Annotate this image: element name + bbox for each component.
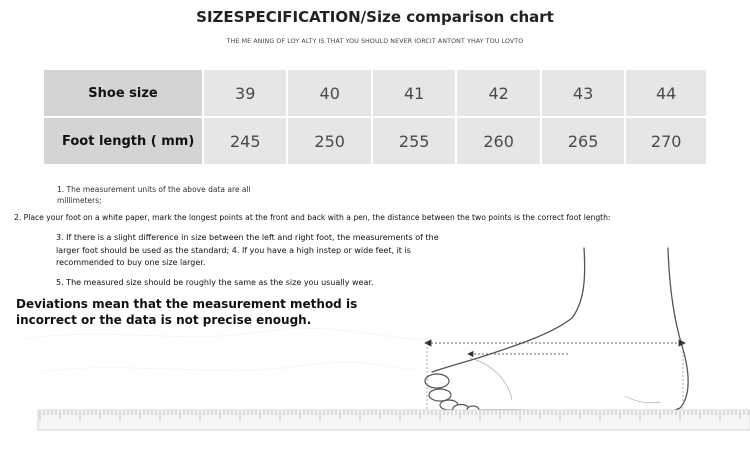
foot-length-row — [44, 118, 706, 164]
foot-length-cell: 255 — [373, 118, 457, 164]
shoe-size-cell: 40 — [288, 70, 372, 118]
foot-length-label: Foot length ( mm) — [44, 118, 204, 164]
foot-length-cell: 270 — [650, 131, 682, 151]
shoe-size-row — [44, 70, 706, 118]
guide-lines — [427, 343, 683, 412]
shoe-size-cell: 43 — [542, 70, 626, 118]
chart-title: SIZESPECIFICATION/Size comparison chart — [196, 8, 554, 26]
length-arrow — [425, 340, 685, 346]
shoe-size-cell: 39 — [204, 70, 288, 118]
note-usual-size: 5. The measured size should be roughly the same as the size you usually wear. — [56, 278, 374, 287]
foot-shading — [470, 358, 660, 403]
shoe-size-label: Shoe size — [44, 70, 204, 118]
chart-subtitle: THE ME ANING OF LOY ALTY IS THAT YOU SHOULD NEVER IORCIT ANTONT YHAY TOU LOVTO — [226, 38, 524, 45]
foot-outline — [432, 248, 688, 413]
note-measurement-units: 1. The measurement units of the above data are all millimeters; — [57, 185, 251, 205]
foot-length-cell: 245 — [204, 118, 288, 164]
ruler — [38, 410, 750, 430]
note-measure-method: 2. Place your foot on a white paper, mark the longest points at the front and back with a pen, the distance between the two points is the correct foot length: — [14, 213, 611, 222]
foot-length-cell: 250 — [288, 118, 372, 164]
foot-length-cell: 260 — [457, 118, 541, 164]
deviation-note: Deviations mean that the measurement method is incorrect or the data is not precise enough. — [16, 297, 358, 327]
foot-measurement-illustration — [0, 235, 750, 454]
note-larger-foot: 3. If there is a slight difference in size between the left and right foot, the measurements of the larger foot should be used as the standard; 4. If you have a high instep or wide feet, it is recommended to buy one size larger. — [56, 233, 439, 267]
foot-length-cell: 265 — [542, 118, 626, 164]
toes — [425, 374, 479, 414]
shoe-size-cell: 44 — [626, 70, 706, 118]
background-scenery — [20, 328, 440, 372]
size-table — [44, 70, 706, 164]
shoe-size-cell: 41 — [373, 70, 457, 118]
shoe-size-cell: 42 — [457, 70, 541, 118]
